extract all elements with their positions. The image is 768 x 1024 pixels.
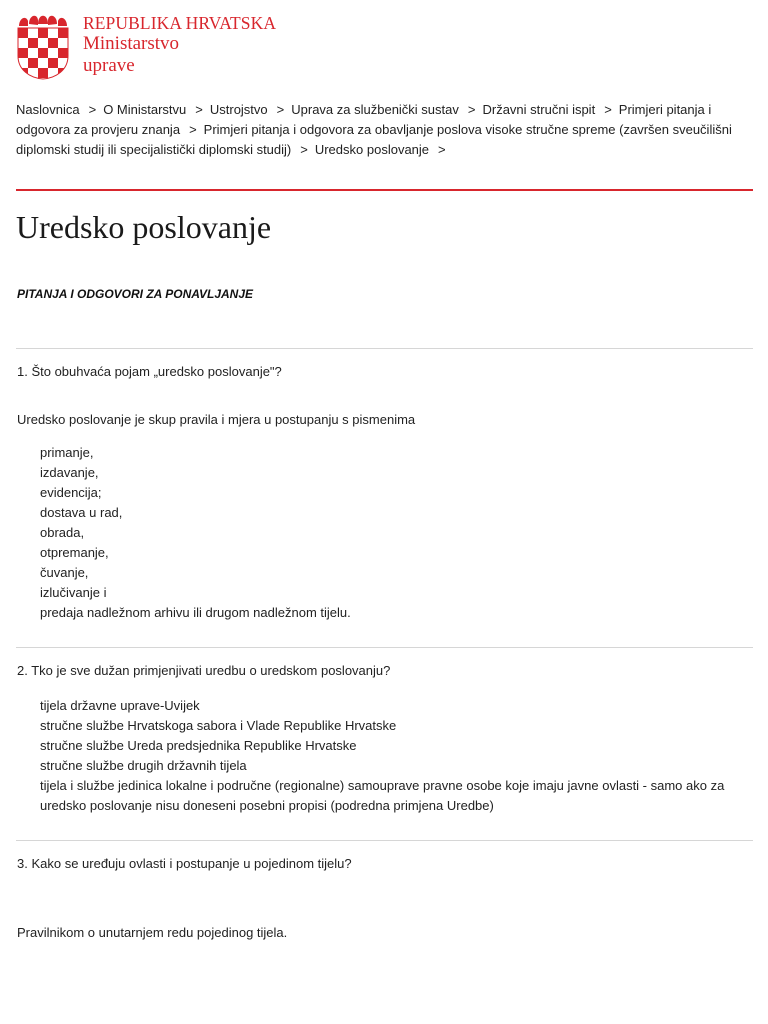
croatian-coat-of-arms-icon[interactable] [16, 12, 70, 80]
list-item: evidencija; [40, 485, 102, 500]
question-2: 2. Tko je sve dužan primjenjivati uredbu o uredskom poslovanju? [17, 663, 391, 678]
country-name: REPUBLIKA HRVATSKA [83, 13, 277, 33]
question-3: 3. Kako se uređuju ovlasti i postupanje u pojedinom tijelu? [17, 856, 352, 871]
list-item: tijela državne uprave-Uvijek [40, 698, 200, 713]
breadcrumb-item-civil-service-directorate[interactable]: Uprava za službenički sustav [291, 102, 459, 117]
ministry-name-line2: uprave [83, 55, 135, 76]
breadcrumb-separator: > [189, 122, 197, 137]
list-item: primanje, [40, 445, 94, 460]
breadcrumb-item-state-exam[interactable]: Državni stručni ispit [482, 102, 596, 117]
answer-1-list [40, 443, 755, 623]
breadcrumb-item-home[interactable]: Naslovnica [16, 102, 80, 117]
title-divider [16, 189, 753, 191]
list-item: stručne službe Ureda predsjednika Republike Hrvatske [40, 738, 357, 753]
list-item: otpremanje, [40, 545, 109, 560]
list-item: dostava u rad, [40, 505, 123, 520]
question-divider [16, 348, 753, 349]
list-item: predaja nadležnom arhivu ili drugom nadležnom tijelu. [40, 605, 351, 620]
list-item: izdavanje, [40, 465, 99, 480]
breadcrumb [16, 100, 756, 160]
list-item: stručne službe drugih državnih tijela [40, 758, 247, 773]
list-item: izlučivanje i [40, 585, 107, 600]
answer-2-list [40, 696, 755, 816]
page-title: Uredsko poslovanje [16, 209, 272, 245]
breadcrumb-separator: > [195, 102, 203, 117]
breadcrumb-item-higher-education-questions[interactable]: Primjeri pitanja i odgovora za obavljanje poslova visoke stručne spreme (završen sveučilišni diplomski studij ili specijalistički diplomski studij) [16, 122, 732, 157]
breadcrumb-separator: > [88, 102, 97, 117]
breadcrumb-separator: > [276, 102, 285, 117]
list-item: obrada, [40, 525, 85, 540]
breadcrumb-separator: > [604, 102, 612, 117]
section-subtitle: PITANJA I ODGOVORI ZA PONAVLJANJE [17, 287, 254, 301]
ministry-name-line1: Ministarstvo [83, 33, 180, 54]
breadcrumb-item-structure[interactable]: Ustrojstvo [209, 102, 268, 117]
answer-1-intro: Uredsko poslovanje je skup pravila i mjera u postupanju s pismenima [17, 412, 416, 427]
question-1: 1. Što obuhvaća pojam „uredsko poslovanje"? [17, 364, 282, 379]
breadcrumb-item-about[interactable]: O Ministarstvu [103, 102, 187, 117]
answer-3: Pravilnikom o unutarnjem redu pojedinog tijela. [17, 925, 288, 940]
list-item: čuvanje, [40, 565, 89, 580]
breadcrumb-separator: > [438, 142, 446, 157]
site-header [16, 12, 276, 84]
question-divider [16, 840, 753, 841]
breadcrumb-item-sample-questions[interactable]: Primjeri pitanja i odgovora za provjeru znanja [16, 102, 712, 137]
breadcrumb-item-office-management[interactable]: Uredsko poslovanje [314, 142, 430, 157]
question-divider [16, 647, 753, 648]
list-item: tijela i službe jedinica lokalne i područne (regionalne) samouprave pravne osobe koje imaju javne ovlasti - samo ako za uredsko poslovanje nisu doneseni posebni propisi (podredna primjena Uredbe) [40, 778, 725, 813]
breadcrumb-separator: > [300, 142, 308, 157]
ministry-brand[interactable] [83, 14, 276, 77]
list-item: stručne službe Hrvatskoga sabora i Vlade Republike Hrvatske [40, 718, 397, 733]
breadcrumb-separator: > [467, 102, 476, 117]
